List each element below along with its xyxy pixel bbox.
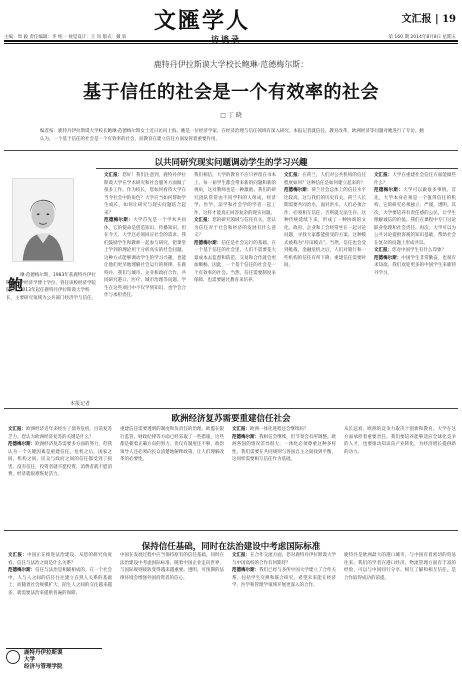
bio-initial: 鲍: [8, 276, 24, 294]
footer-school: 鹿特丹伊拉斯谟大学: [24, 650, 63, 663]
section-title-3: 保持信任基础，同时在法治建设中考虑国际标准: [141, 542, 321, 552]
body-column-8: 从长远看，欧洲的竞争力取决于创新和教育。大学在这方面承担着重要责任。我们要培养能够适应全球化竞争的人才，也要推动知识向产业转化，为经济增长提供新的动力。: [344, 427, 456, 455]
section-title-1: 以共同研究现实问题调动学生的学习兴趣: [154, 158, 308, 168]
portrait-illustration: [13, 179, 73, 261]
masthead-rule: [4, 40, 458, 42]
divider: [4, 408, 458, 409]
divider: [4, 150, 458, 151]
body-column-2: 我们相信，大学的教育不应只停留在书本上。每一届学生都会带来新的问题和新的视角，这对教师也是一种激励。我们的研究团队常常由不同学科的人组成，经济学、医学、法学和社会学的学者一起工作，这样才能真正回答复杂的现实问题。 文汇报：您的研究领域与信任有关。您认为信任对于社会和经济的发展有什么意义？ 范德梅尔斯：信任是社会运行的基础。在一个基于信任的社会里，人们不需要花大量成本去监督和防范，交易和合作就会更加顺畅。因此，一个基于信任的社会是一个有效率的社会。当然，信任需要制度来保障，也需要通过教育来培养。: [194, 173, 276, 283]
portrait-photo: [12, 178, 74, 262]
body-column-7: 文汇报：欧洲一体化进程还会继续吗？ 范德梅尔斯：我相信会继续，但节奏会有所调整。欧洲各国的情况差异很大，一体化必须尊重这种多样性。我们需要在共同规则与各国自主之间找到平衡，这同样需要相互信任作为基础。: [232, 427, 336, 462]
editor-note: 编者按：鹿特丹伊拉斯谟大学校长鲍琳·范德梅尔斯女士近日访问上海。她是一位经济学家，在经济治理与信任领域有深入研究。本报记者就信任、教育改革、欧洲经济等问题对她进行了专访。她认为，一个基于信任的社会是一个有效率的社会，而教育在建立信任方面发挥着重要作用。: [40, 129, 424, 142]
staff-line: 主编：周 毅 责任编辑：李 纯一 视觉设计：王 岚 版式：戴 轶: [4, 35, 127, 40]
body-column-10: 中国在发展过程中应当保持原有的信任基础，同时在法治建设中考虑国际标准。随着中国企业走向世界，与国际规则接轨变得越来越重要。透明、可预期的法律环境会增强外国投资者的信心。: [120, 553, 224, 581]
bio-text: 琳·范德梅尔斯，1983年获鹿特丹伊拉斯谟大学经济学博士学位。曾任该校经济学院院长。2013年起任鹿特丹伊拉斯谟大学校长，主要研究领域为公共部门经济学与信任。: [6, 273, 96, 301]
masthead-logo: 文匯学人: [154, 8, 251, 34]
masthead-rule-thin: [4, 43, 458, 44]
article-kicker: 鹿特丹伊拉斯谟大学校长鲍琳·范德梅尔斯：: [153, 60, 309, 69]
footer-school-name: [24, 650, 66, 671]
article-byline: □ 丁 晓: [220, 112, 242, 119]
article-headline: 基于信任的社会是一个有效率的社会: [83, 82, 379, 103]
body-column-6: 重建信任需要透明的制度和负责任的治理。欧盟在银行监管、财政纪律等方面已经采取了一些措施，这些都是朝着正确方向的努力。但仅有制度还不够，政治领导人还必须向民众清楚地解释政策，让人们理解改革的必要性。: [120, 427, 224, 462]
footer-school-logo: [6, 648, 66, 670]
body-column-4: 文汇报：大学在重建社会信任方面能做些什么？ 范德梅尔斯：大学可以做很多事情。首先，大学本身必须是一个值得信任的机构，它的研究必须独立、严谨、透明。其次，大学要培养有责任感的公民，让学生理解诚信的价值。我们在课程中专门讨论职业伦理和社会责任。再次，大学可以为公共讨论提供客观的知识基础，帮助社会在复杂的问题上形成共识。 文汇报：您对中国学生有什么印象？ 范德梅尔斯：中国学生非常勤奋，也很有求知欲。我们欢迎更多的中国学生来鹿特丹学习。: [374, 173, 456, 276]
footer-program: 经济与管理学院: [24, 664, 63, 670]
footer-rule: [6, 648, 102, 649]
body-column-9: 文汇报：中国正在推进法治建设。从您的研究角度看，信任与法治之间是什么关系？ 范德梅尔斯：信任与法治是相辅相成的。在一个社会中，人与人之间的信任往往建立在熟人关系的基础上，而随着社会规模扩大，陌生人之间的交往越来越多，就需要法治来提供普遍的保障。: [8, 553, 112, 596]
school-seal-icon: [6, 650, 20, 664]
divider: [4, 530, 458, 531]
body-column-1: 文汇报：您好！我们注意到，鹿特丹伊拉斯谟大学在学术研究和社会服务方面做了很多工作。作为校长，您如何看待大学在当今社会中的角色？大学应当如何帮助学生成长，如何让研究与现实问题结合起来？ 范德梅尔斯：大学首先是一个学术共同体，它的使命是创造知识、传播知识。但在今天，大学还必须回应社会的需求。我们鼓励学生和教师一起参与研究，把课堂上学到的理论用于分析真实的社会问题。这种方式能够调动学生的学习兴趣，也能让他们更早地理解社会运行的规律。在鹿特丹，我们与城市、企业和政府合作，共同研究港口、医疗、城市治理等问题。学生在这些项目中不仅学到知识，也学会合作与承担责任。: [104, 173, 186, 298]
issue-info: 第 160 期 2014年8月8日 星期五: [388, 35, 456, 40]
body-column-3: 文汇报：在荷兰，人们对公共机构的信任程度如何？这种信任是如何建立起来的？ 范德梅尔斯：荷兰社会总体上的信任水平比较高。这与我们的历史有关。荷兰人长期需要共同治水，面对洪水，人们必须合作，必须相互信任，否则就无法生存。这种传统延续下来，形成了一种协商的文化。政府、企业和工会经常坐在一起讨论问题，寻找大家都能接受的方案。这种模式被称为“圩田模式”。当然，信任也会受到挑战，金融危机之后，人们对银行和一些机构的信任有所下降，重建信任需要时间。: [284, 173, 366, 268]
body-column-5: 文汇报：欧洲经济近年来经历了债务危机，目前复苏乏力。您认为欧洲经济复苏的关键是什么？ 范德梅尔斯：欧洲经济复苏需要多方面的努力，但我认为一个关键因素是重建信任。危机之后，国家之间、机构之间、民众与政府之间的信任都受到了损害。没有信任，投资者就不愿投资，消费者就不愿消费，经济就很难恢复活力。: [8, 427, 112, 477]
paper-name: 文汇报 | 19: [401, 14, 456, 25]
body-column-12: 鹿特丹是欧洲最大的港口城市，与中国有着密切的贸易往来。我们的学者在港口经济、物流管理方面有丰富的经验，可以与中国同行分享。相互了解和相互信任，是合作取得成功的前提。: [344, 553, 456, 581]
divider: [96, 168, 458, 169]
body-column-11: 文汇报：在合作交流方面，您对鹿特丹伊拉斯谟大学与中国高校的合作有何期待？ 范德梅尔斯：我们已经与多所中国大学建立了合作关系，包括学生交换和联合研究。希望未来能在经济学、医学和管理学领域开展更深入的合作。: [232, 553, 336, 588]
section-title-2: 欧洲经济复苏需要重建信任社会: [171, 414, 291, 424]
author-note: 本报记者: [70, 401, 91, 407]
